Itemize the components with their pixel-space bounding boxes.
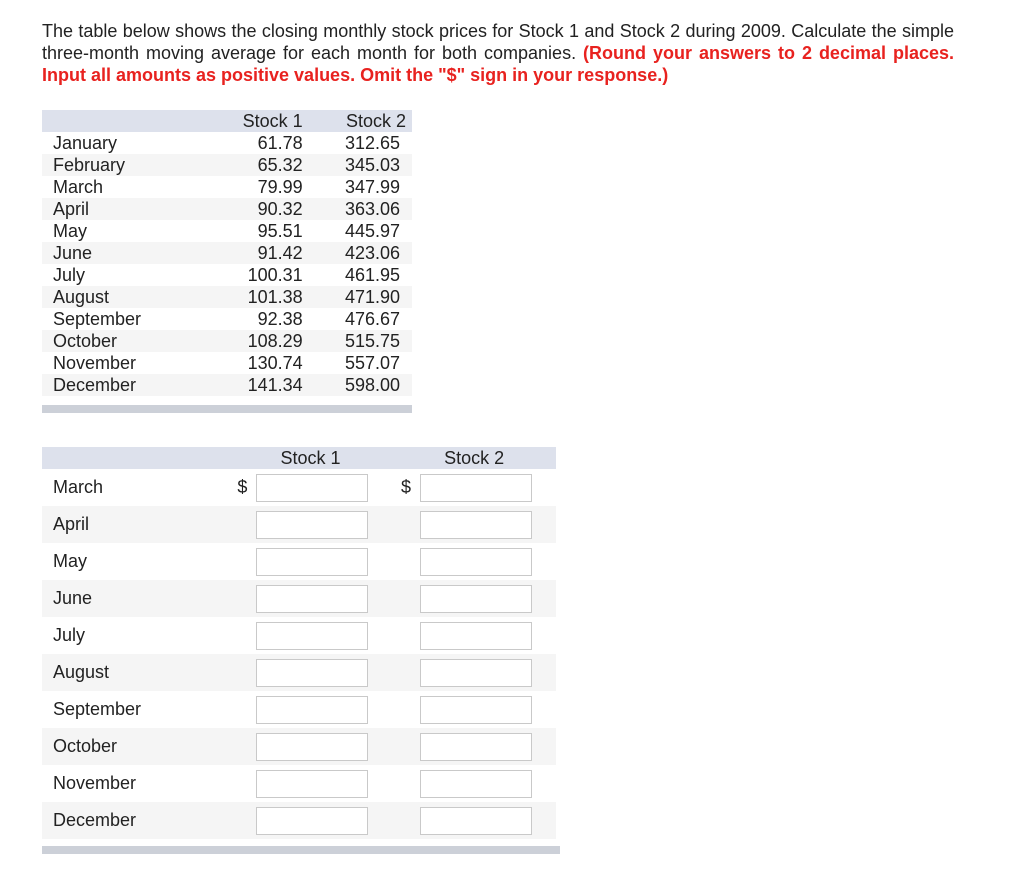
answer-table-body — [42, 469, 556, 839]
stock2-input-cell — [420, 617, 556, 654]
stock2-price: 557.07 — [344, 353, 400, 373]
stock1-moving-average-input[interactable] — [256, 622, 368, 650]
stock1-moving-average-input[interactable] — [256, 807, 368, 835]
question-body: The table below shows the closing monthly stock prices for Stock 1 and Stock 2 during 2009. Calculate the simple three-month moving average for each month for both companies. — [42, 21, 954, 63]
month-label: December — [42, 374, 221, 396]
dollar-sign: $ — [237, 477, 248, 497]
month-label: December — [42, 802, 229, 839]
stock1-moving-average-input[interactable] — [256, 548, 368, 576]
stock2-moving-average-input[interactable] — [420, 807, 532, 835]
table-row — [42, 352, 412, 374]
month-label: October — [42, 330, 221, 352]
stock1-price: 92.38 — [257, 309, 303, 329]
stock1-moving-average-input[interactable] — [256, 733, 368, 761]
stock2-moving-average-input[interactable] — [420, 770, 532, 798]
price-header-stock1: Stock 1 — [221, 110, 303, 132]
month-label: November — [53, 353, 137, 373]
stock2-input-cell — [420, 654, 556, 691]
stock2-input-cell — [420, 728, 556, 765]
table-row — [42, 617, 556, 654]
stock2-currency-cell — [392, 580, 419, 617]
stock1-input-cell — [256, 691, 392, 728]
stock2-moving-average-input[interactable] — [420, 474, 532, 502]
month-label: March — [53, 177, 104, 197]
table-row — [42, 198, 412, 220]
stock1-price: 61.78 — [257, 133, 303, 153]
month-label: March — [53, 477, 104, 497]
table-row — [42, 286, 412, 308]
stock2-price: 312.65 — [344, 133, 400, 153]
stock2-price: 445.97 — [344, 221, 400, 241]
stock1-price: 141.34 — [221, 374, 303, 396]
month-label: September — [53, 309, 142, 329]
month-label: July — [53, 265, 86, 285]
answer-header-stock1: Stock 1 — [229, 447, 393, 469]
stock1-moving-average-input[interactable] — [256, 696, 368, 724]
stock1-currency-cell — [229, 506, 256, 543]
table-row — [42, 506, 556, 543]
stock1-input-cell — [256, 802, 392, 839]
table-row — [42, 176, 412, 198]
price-header-stock2: Stock 2 — [303, 110, 412, 132]
stock2-input-cell — [420, 543, 556, 580]
stock2-input-cell — [420, 691, 556, 728]
stock1-input-cell — [256, 765, 392, 802]
stock2-moving-average-input[interactable] — [420, 733, 532, 761]
stock2-moving-average-input[interactable] — [420, 548, 532, 576]
month-label: January — [53, 133, 118, 153]
table-row — [42, 374, 412, 396]
month-label: May — [53, 221, 88, 241]
stock2-price: 476.67 — [344, 309, 400, 329]
stock1-input-cell — [256, 654, 392, 691]
stock1-currency-cell — [229, 691, 256, 728]
price-table-header — [42, 110, 412, 132]
moving-average-table — [42, 447, 556, 839]
stock2-price: 345.03 — [303, 154, 412, 176]
stock1-price: 90.32 — [221, 198, 303, 220]
stock2-currency-cell — [392, 506, 419, 543]
price-header-month — [42, 110, 221, 132]
stock1-moving-average-input[interactable] — [256, 585, 368, 613]
stock2-price: 363.06 — [303, 198, 412, 220]
month-label: February — [42, 154, 221, 176]
month-label: August — [42, 654, 229, 691]
month-label: August — [42, 286, 221, 308]
stock2-moving-average-input[interactable] — [420, 511, 532, 539]
stock2-moving-average-input[interactable] — [420, 585, 532, 613]
price-table-footer-bar — [42, 405, 412, 413]
stock2-currency-cell — [392, 617, 419, 654]
stock2-input-cell — [420, 469, 556, 506]
stock1-input-cell — [256, 580, 392, 617]
stock2-moving-average-input[interactable] — [420, 622, 532, 650]
stock1-moving-average-input[interactable] — [256, 511, 368, 539]
month-label: October — [42, 728, 229, 765]
stock2-moving-average-input[interactable] — [420, 659, 532, 687]
stock2-input-cell — [420, 765, 556, 802]
stock1-currency-cell — [229, 469, 256, 506]
stock1-price: 108.29 — [221, 330, 303, 352]
stock1-input-cell — [256, 617, 392, 654]
stock2-price: 598.00 — [303, 374, 412, 396]
price-table-body — [42, 132, 412, 396]
month-label: June — [42, 580, 229, 617]
stock2-price: 347.99 — [344, 177, 400, 197]
answer-header-month — [42, 447, 229, 469]
stock1-currency-cell — [229, 728, 256, 765]
stock1-price: 130.74 — [247, 353, 303, 373]
table-row — [42, 220, 412, 242]
question-instructions: (Round your answers to 2 decimal places. Input all amounts as positive values. Omit the "$" sign in your response.) — [42, 43, 954, 85]
stock1-moving-average-input[interactable] — [256, 474, 368, 502]
table-row — [42, 469, 556, 506]
month-label: June — [42, 242, 221, 264]
stock1-input-cell — [256, 469, 392, 506]
stock1-currency-cell — [229, 543, 256, 580]
month-label: April — [42, 198, 221, 220]
table-row — [42, 132, 412, 154]
stock1-currency-cell — [229, 580, 256, 617]
answer-header-stock2: Stock 2 — [392, 447, 556, 469]
table-row — [42, 728, 556, 765]
question-text — [42, 20, 954, 86]
stock1-price: 65.32 — [221, 154, 303, 176]
stock1-currency-cell — [229, 765, 256, 802]
stock2-price: 471.90 — [303, 286, 412, 308]
stock2-moving-average-input[interactable] — [420, 696, 532, 724]
table-row — [42, 654, 556, 691]
stock1-input-cell — [256, 728, 392, 765]
stock1-price: 95.51 — [257, 221, 303, 241]
stock-price-table — [42, 110, 412, 396]
stock1-input-cell — [256, 506, 392, 543]
stock2-input-cell — [420, 506, 556, 543]
table-row — [42, 308, 412, 330]
table-row — [42, 580, 556, 617]
stock1-price: 101.38 — [221, 286, 303, 308]
table-row — [42, 330, 412, 352]
month-label: July — [53, 625, 86, 645]
stock1-currency-cell — [229, 617, 256, 654]
stock2-price: 423.06 — [303, 242, 412, 264]
stock1-moving-average-input[interactable] — [256, 770, 368, 798]
stock2-currency-cell — [392, 469, 419, 506]
stock2-currency-cell — [392, 543, 419, 580]
stock1-input-cell — [256, 543, 392, 580]
stock2-price: 461.95 — [344, 265, 400, 285]
month-label: April — [42, 506, 229, 543]
table-row — [42, 691, 556, 728]
table-row — [42, 765, 556, 802]
stock2-currency-cell — [392, 802, 419, 839]
stock2-currency-cell — [392, 765, 419, 802]
stock2-price: 515.75 — [303, 330, 412, 352]
stock1-currency-cell — [229, 802, 256, 839]
stock1-currency-cell — [229, 654, 256, 691]
month-label: November — [53, 773, 137, 793]
stock1-price: 79.99 — [257, 177, 303, 197]
answer-table-footer-bar — [42, 846, 560, 854]
stock2-input-cell — [420, 802, 556, 839]
stock2-currency-cell — [392, 654, 419, 691]
answer-table-header — [42, 447, 556, 469]
table-row — [42, 154, 412, 176]
month-label: September — [53, 699, 142, 719]
table-row — [42, 242, 412, 264]
stock1-moving-average-input[interactable] — [256, 659, 368, 687]
table-row — [42, 543, 556, 580]
stock1-price: 91.42 — [221, 242, 303, 264]
table-row — [42, 802, 556, 839]
dollar-sign: $ — [400, 477, 411, 497]
stock1-price: 100.31 — [247, 265, 303, 285]
table-row — [42, 264, 412, 286]
stock2-currency-cell — [392, 691, 419, 728]
stock2-input-cell — [420, 580, 556, 617]
stock2-currency-cell — [392, 728, 419, 765]
month-label: May — [53, 551, 88, 571]
